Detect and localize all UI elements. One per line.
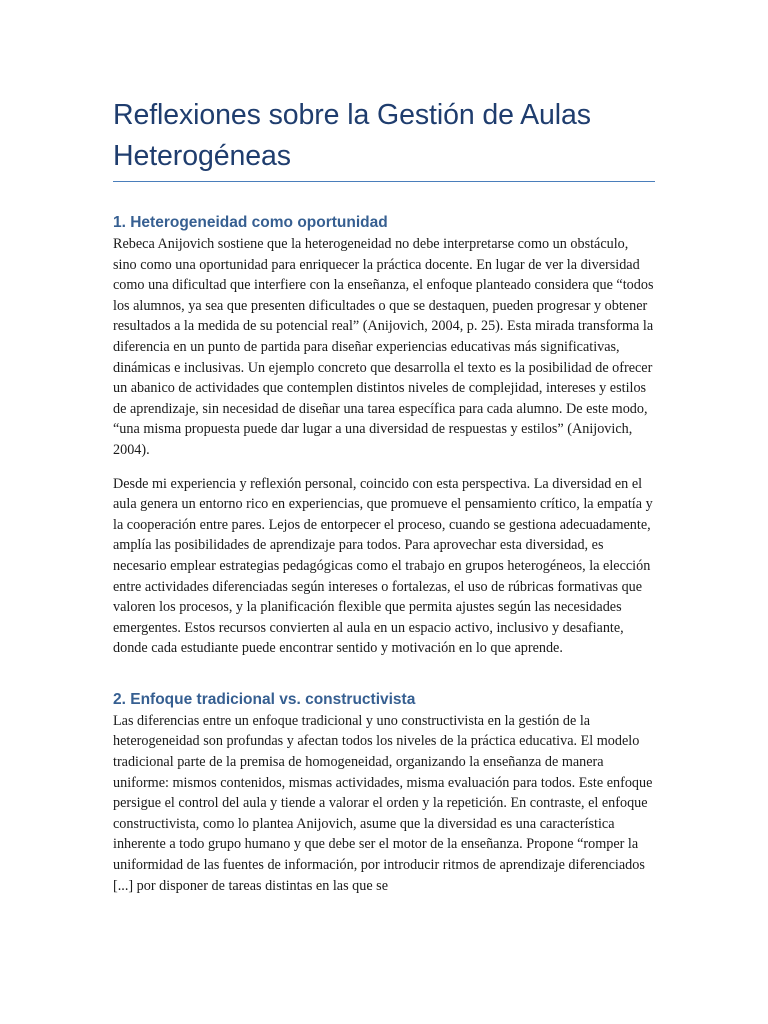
section-enfoques (113, 689, 655, 896)
paragraph: Desde mi experiencia y reflexión personal, coincido con esta perspectiva. La diversidad en el aula genera un entorno rico en experiencias, que promueve el pensamiento crítico, la empatía y la cooperación entre pares. Lejos de entorpecer el proceso, cuando se gestiona adecuadamente, amplía las posibilidades de aprendizaje para todos. Para aprovechar esta diversidad, es necesario emplear estrategias pedagógicas como el trabajo en grupos heterogéneos, la elección entre actividades diferenciadas según intereses o fortalezas, el uso de rúbricas formativas que valoren los procesos, y la planificación flexible que permita ajustes según las necesidades emergentes. Estos recursos convierten al aula en un espacio activo, inclusivo y desafiante, donde cada estudiante puede encontrar sentido y motivación en lo que aprende. (113, 475, 653, 657)
section-heading: 2. Enfoque tradicional vs. constructivista (113, 690, 416, 708)
section-heading: 1. Heterogeneidad como oportunidad (113, 214, 388, 231)
section-heterogeneidad (113, 212, 655, 659)
title-underline (113, 181, 655, 182)
document-title: Reflexiones sobre la Gestión de Aulas Heterogéneas (113, 99, 591, 172)
document-page (113, 0, 655, 896)
paragraph: Rebeca Anijovich sostiene que la heterogeneidad no debe interpretarse como un obstáculo, sino como una oportunidad para enriquecer la práctica docente. En lugar de ver la diversidad como una dificultad que interfiere con la enseñanza, el enfoque planteado considera que “todos los alumnos, ya sea que presenten dificultades o que se destaquen, pueden progresar y obtener resultados a la medida de su potencial real” (Anijovich, 2004, p. 25). Esta mirada transforma la diferencia en un punto de partida para diseñar experiencias educativas más significativas, dinámicas e inclusivas. Un ejemplo concreto que desarrolla el texto es la posibilidad de ofrecer un abanico de actividades que contemplen distintos niveles de complejidad, intereses y estilos de aprendizaje, sin necesidad de diseñar una tarea específica para cada alumno. De este modo, “una misma propuesta puede dar lugar a una diversidad de respuestas y estilos” (Anijovich, 2004). (113, 236, 654, 458)
paragraph: Las diferencias entre un enfoque tradicional y uno constructivista en la gestión de la heterogeneidad son profundas y afectan todos los niveles de la práctica educativa. El modelo tradicional parte de la premisa de homogeneidad, organizando la enseñanza de manera uniforme: mismos contenidos, mismas actividades, misma evaluación para todos. Este enfoque persigue el control del aula y tiende a valorar el orden y la repetición. En contraste, el enfoque constructivista, como lo plantea Anijovich, asume que la diversidad es una característica inherente a todo grupo humano y que debe ser el motor de la enseñanza. Propone “romper la uniformidad de las fuentes de información, por introducir ritmos de aprendizaje diferenciados [...] por disponer de tareas distintas en las que se (113, 712, 653, 894)
